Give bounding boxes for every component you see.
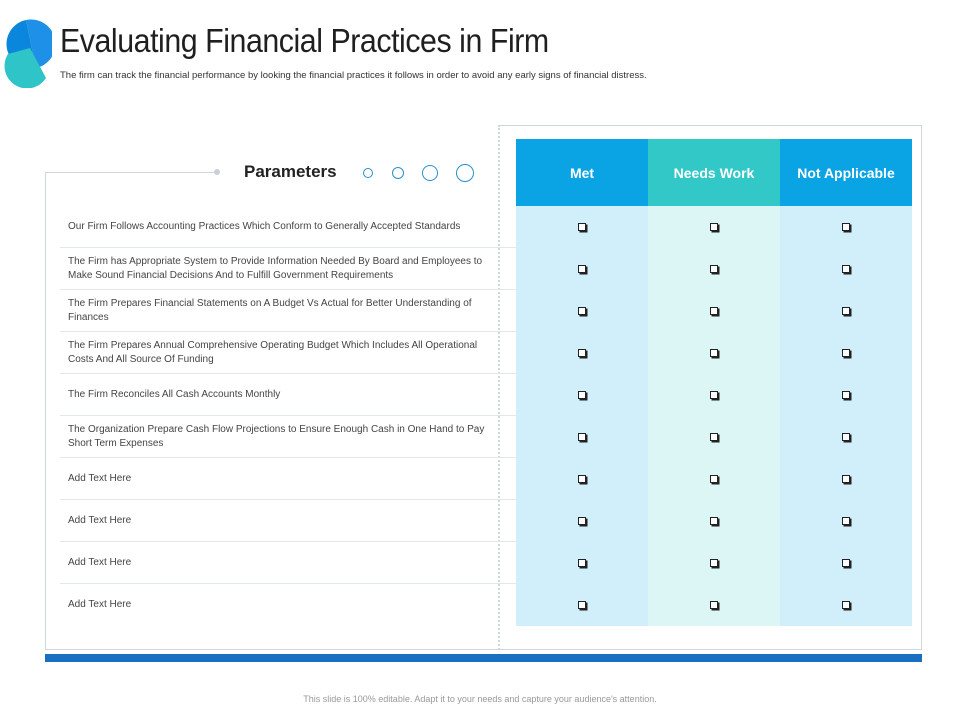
checkbox-icon[interactable] [710, 601, 718, 609]
checkbox-icon[interactable] [710, 349, 718, 357]
parameters-list [60, 206, 516, 626]
parameter-row: Add Text Here [68, 599, 132, 610]
column-not-applicable [780, 206, 912, 626]
checkbox-cell [648, 206, 780, 248]
circle-icon [363, 168, 373, 178]
parameter-row: The Firm Prepares Annual Comprehensive Operating Budget Which Includes All Operational Costs And All Source Of Funding [60, 332, 516, 374]
checkbox-icon[interactable] [842, 265, 850, 273]
checkbox-cell [516, 290, 648, 332]
checkbox-cell [780, 248, 912, 290]
checkbox-icon[interactable] [842, 223, 850, 231]
table-header [516, 139, 912, 206]
parameter-row: The Firm Reconciles All Cash Accounts Monthly [60, 374, 516, 416]
checkbox-cell [648, 542, 780, 584]
checkbox-icon[interactable] [842, 307, 850, 315]
checkbox-icon[interactable] [710, 307, 718, 315]
checkbox-icon[interactable] [578, 391, 586, 399]
checkbox-icon[interactable] [842, 433, 850, 441]
parameters-title: Parameters [244, 162, 337, 181]
checkbox-icon[interactable] [710, 223, 718, 231]
parameter-row: Add Text Here [60, 458, 516, 500]
parameter-row: The Organization Prepare Cash Flow Projections to Ensure Enough Cash in One Hand to Pay Short Term Expenses [60, 416, 516, 458]
footer-note: This slide is 100% editable. Adapt it to your needs and capture your audience's attention. [303, 694, 657, 704]
checkbox-cell [648, 248, 780, 290]
page-subtitle: The firm can track the financial performance by looking the financial practices it follows in order to avoid any early signs of financial distress. [60, 70, 647, 81]
checkbox-cell [648, 374, 780, 416]
checkbox-icon[interactable] [710, 265, 718, 273]
circle-icon [456, 164, 474, 182]
checkbox-cell [516, 374, 648, 416]
checkbox-cell [780, 458, 912, 500]
checkbox-cell [648, 500, 780, 542]
checkbox-cell [780, 290, 912, 332]
checkbox-icon[interactable] [842, 601, 850, 609]
checkbox-icon[interactable] [578, 433, 586, 441]
checkbox-cell [648, 290, 780, 332]
checkbox-icon[interactable] [842, 349, 850, 357]
checkbox-icon[interactable] [710, 475, 718, 483]
checkbox-cell [648, 332, 780, 374]
evaluation-table [516, 139, 912, 626]
checkbox-cell [780, 374, 912, 416]
parameter-row: Our Firm Follows Accounting Practices Which Conform to Generally Accepted Standards [60, 206, 516, 248]
checkbox-icon[interactable] [578, 223, 586, 231]
checkbox-cell [516, 542, 648, 584]
checkbox-cell [780, 332, 912, 374]
checkbox-cell [780, 416, 912, 458]
logo-icon [4, 18, 52, 88]
parameter-row: The Firm Prepares Financial Statements on A Budget Vs Actual for Better Understanding of Finances [60, 290, 516, 332]
checkbox-icon[interactable] [842, 475, 850, 483]
checkbox-cell [516, 584, 648, 626]
checkbox-cell [648, 584, 780, 626]
checkbox-icon[interactable] [578, 265, 586, 273]
checkbox-icon[interactable] [578, 601, 586, 609]
checkbox-icon[interactable] [710, 517, 718, 525]
checkbox-cell [780, 500, 912, 542]
checkbox-icon[interactable] [578, 559, 586, 567]
column-header-needs-work: Needs Work [648, 139, 780, 206]
checkbox-cell [516, 500, 648, 542]
parameter-row: The Firm has Appropriate System to Provide Information Needed By Board and Employees to Make Sound Financial Decisions And to Fulfill Government Requirements [60, 248, 516, 290]
page-title: Evaluating Financial Practices in Firm [60, 22, 549, 59]
checkbox-icon[interactable] [842, 559, 850, 567]
column-header-met: Met [516, 139, 648, 206]
checkbox-icon[interactable] [842, 391, 850, 399]
checkbox-cell [780, 206, 912, 248]
checkbox-icon[interactable] [578, 475, 586, 483]
column-met [516, 206, 648, 626]
checkbox-icon[interactable] [578, 517, 586, 525]
table-body [516, 206, 912, 626]
checkbox-cell [516, 248, 648, 290]
column-header-not-applicable: Not Applicable [780, 139, 912, 206]
checkbox-icon[interactable] [578, 307, 586, 315]
checkbox-cell [516, 206, 648, 248]
checkbox-cell [516, 458, 648, 500]
bottom-bar [45, 654, 922, 662]
checkbox-cell [648, 416, 780, 458]
circle-icon [392, 167, 404, 179]
checkbox-icon[interactable] [710, 433, 718, 441]
column-needs-work [648, 206, 780, 626]
checkbox-icon[interactable] [710, 559, 718, 567]
checkbox-icon[interactable] [578, 349, 586, 357]
checkbox-icon[interactable] [710, 391, 718, 399]
parameter-row: Add Text Here [60, 500, 516, 542]
checkbox-cell [516, 332, 648, 374]
circle-icon [422, 165, 438, 181]
connector-dot [214, 169, 220, 175]
parameter-row: Add Text Here [60, 542, 516, 584]
checkbox-cell [648, 458, 780, 500]
checkbox-cell [780, 584, 912, 626]
checkbox-icon[interactable] [842, 517, 850, 525]
checkbox-cell [780, 542, 912, 584]
checkbox-cell [516, 416, 648, 458]
